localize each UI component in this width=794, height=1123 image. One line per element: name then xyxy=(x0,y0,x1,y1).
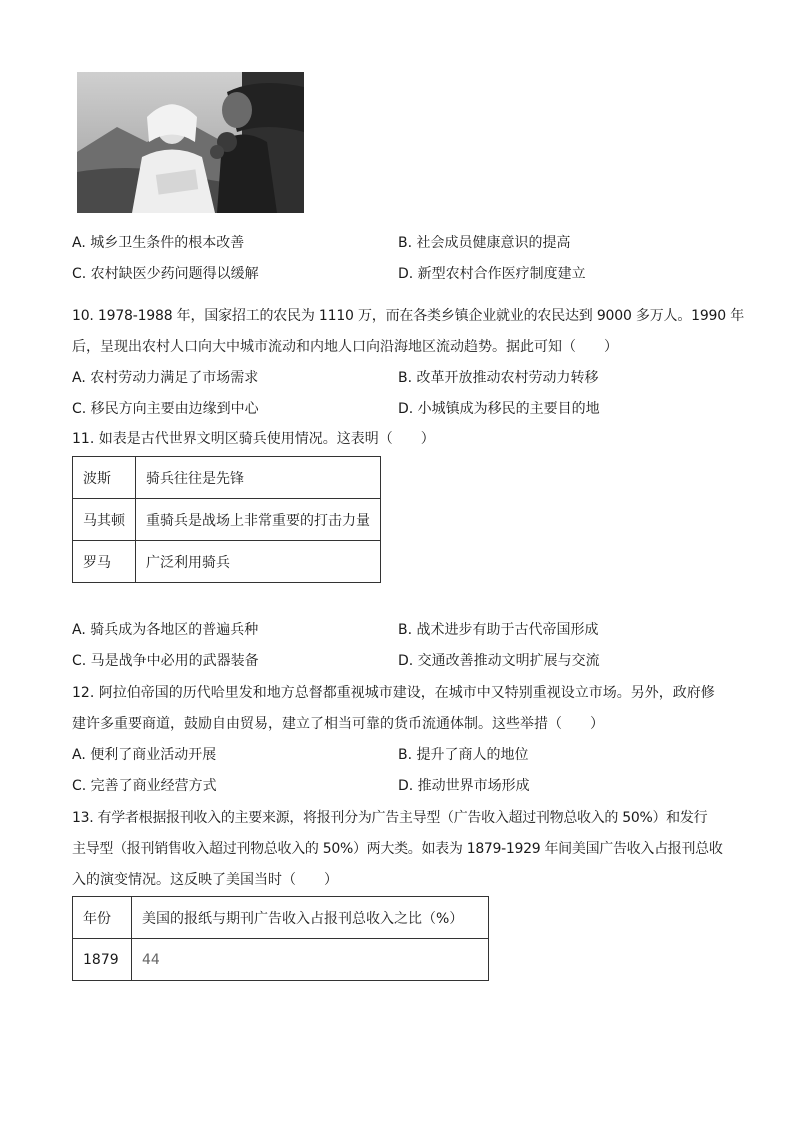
table-cell-region: 罗马 xyxy=(73,541,136,583)
q11-stem: 11. 如表是古代世界文明区骑兵使用情况。这表明（ ） xyxy=(72,431,435,447)
table-cell-region: 马其顿 xyxy=(73,499,136,541)
table-cell-desc: 骑兵往往是先锋 xyxy=(136,457,381,499)
q11-cavalry-table xyxy=(72,456,381,583)
table-row xyxy=(73,939,489,981)
q12-stem-line1: 12. 阿拉伯帝国的历代哈里发和地方总督都重视城市建设，在城市中又特别重视设立市场。另外，政府修 xyxy=(72,685,715,701)
q10-option-d: D. 小城镇成为移民的主要目的地 xyxy=(398,401,600,417)
q13-stem-line1: 13. 有学者根据报刊收入的主要来源，将报刊分为广告主导型（广告收入超过刊物总收入的 50%）和发行 xyxy=(72,810,708,826)
q9-option-a: A. 城乡卫生条件的根本改善 xyxy=(72,235,245,251)
q11-option-c: C. 马是战争中必用的武器装备 xyxy=(72,653,259,669)
q10-option-a: A. 农村劳动力满足了市场需求 xyxy=(72,370,259,386)
q9-option-d: D. 新型农村合作医疗制度建立 xyxy=(398,266,586,282)
q11-option-a: A. 骑兵成为各地区的普遍兵种 xyxy=(72,622,259,638)
table-cell-region: 波斯 xyxy=(73,457,136,499)
table-header-ratio: 美国的报纸与期刊广告收入占报刊总收入之比（%） xyxy=(132,897,489,939)
q13-stem-line3: 入的演变情况。这反映了美国当时（ ） xyxy=(72,872,338,888)
q12-option-b: B. 提升了商人的地位 xyxy=(398,747,529,763)
photo-two-figures-icon xyxy=(77,72,304,213)
q13-stem-line2: 主导型（报刊销售收入超过刊物总收入的 50%）两大类。如表为 1879-1929 年间美国广告收入占报刊总收 xyxy=(72,841,723,857)
q11-option-b: B. 战术进步有助于古代帝国形成 xyxy=(398,622,599,638)
table-cell-year: 1879 xyxy=(73,939,132,981)
q10-option-c: C. 移民方向主要由边缘到中心 xyxy=(72,401,259,417)
q13-ad-revenue-table xyxy=(72,896,489,981)
historical-photo xyxy=(77,72,304,213)
q9-option-c: C. 农村缺医少药问题得以缓解 xyxy=(72,266,259,282)
table-row xyxy=(73,897,489,939)
q12-option-a: A. 便利了商业活动开展 xyxy=(72,747,217,763)
q10-option-b: B. 改革开放推动农村劳动力转移 xyxy=(398,370,599,386)
table-cell-ratio: 44 xyxy=(132,939,489,981)
q10-stem-line1: 10. 1978-1988 年，国家招工的农民为 1110 万，而在各类乡镇企业就业的农民达到 9000 多万人。1990 年 xyxy=(72,308,745,324)
q10-stem-line2: 后，呈现出农村人口向大中城市流动和内地人口向沿海地区流动趋势。据此可知（ ） xyxy=(72,339,618,355)
q12-stem-line2: 建许多重要商道，鼓励自由贸易，建立了相当可靠的货币流通体制。这些举措（ ） xyxy=(72,716,604,732)
q12-option-c: C. 完善了商业经营方式 xyxy=(72,778,217,794)
table-row xyxy=(73,541,381,583)
table-cell-desc: 广泛利用骑兵 xyxy=(136,541,381,583)
q11-option-d: D. 交通改善推动文明扩展与交流 xyxy=(398,653,600,669)
q12-option-d: D. 推动世界市场形成 xyxy=(398,778,530,794)
q9-option-b: B. 社会成员健康意识的提高 xyxy=(398,235,571,251)
table-cell-desc: 重骑兵是战场上非常重要的打击力量 xyxy=(136,499,381,541)
table-header-year: 年份 xyxy=(73,897,132,939)
table-row xyxy=(73,499,381,541)
table-row xyxy=(73,457,381,499)
